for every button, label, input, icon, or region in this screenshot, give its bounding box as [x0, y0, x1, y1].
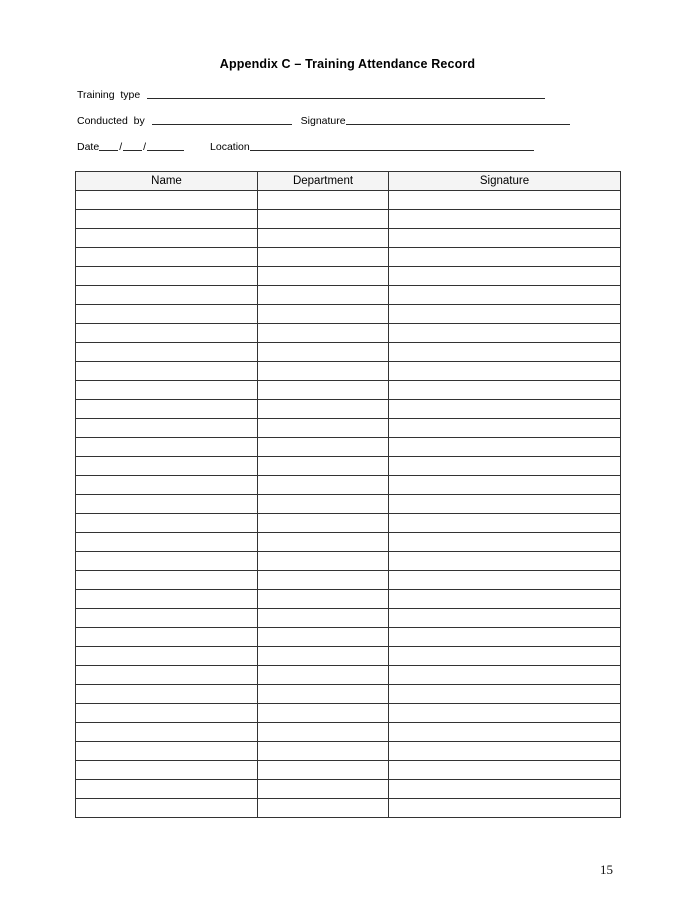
form-row-conducted-by: [77, 114, 577, 140]
table-cell-department[interactable]: [258, 286, 389, 305]
date-day-input[interactable]: [99, 140, 118, 151]
table-cell-department[interactable]: [258, 305, 389, 324]
table-cell-signature[interactable]: [389, 305, 621, 324]
table-cell-department[interactable]: [258, 438, 389, 457]
table-cell-department[interactable]: [258, 571, 389, 590]
training-type-label: Training type: [77, 89, 144, 101]
table-row: [76, 780, 621, 799]
table-row: [76, 381, 621, 400]
form-row-training-type: [77, 88, 577, 114]
form-fields: [77, 88, 577, 166]
table-row: [76, 419, 621, 438]
table-row: [76, 457, 621, 476]
table-row: [76, 476, 621, 495]
table-cell-name[interactable]: [76, 514, 258, 533]
table-cell-signature[interactable]: [389, 286, 621, 305]
table-cell-signature[interactable]: [389, 476, 621, 495]
table-cell-signature[interactable]: [389, 628, 621, 647]
table-cell-signature[interactable]: [389, 229, 621, 248]
table-cell-signature[interactable]: [389, 343, 621, 362]
table-cell-signature[interactable]: [389, 248, 621, 267]
table-cell-name[interactable]: [76, 191, 258, 210]
table-cell-name[interactable]: [76, 780, 258, 799]
page-number: 15: [600, 862, 613, 877]
date-year-input[interactable]: [147, 140, 184, 151]
table-cell-name[interactable]: [76, 666, 258, 685]
table-cell-signature[interactable]: [389, 362, 621, 381]
table-cell-name[interactable]: [76, 552, 258, 571]
table-cell-name[interactable]: [76, 229, 258, 248]
table-cell-name[interactable]: [76, 324, 258, 343]
table-row: [76, 362, 621, 381]
table-cell-name[interactable]: [76, 799, 258, 818]
page-title: Appendix C – Training Attendance Record: [219, 57, 476, 71]
table-row: [76, 533, 621, 552]
table-cell-department[interactable]: [258, 609, 389, 628]
column-header-name: Name: [76, 172, 258, 191]
table-row: [76, 571, 621, 590]
table-cell-name[interactable]: [76, 438, 258, 457]
table-row: [76, 210, 621, 229]
table-row: [76, 742, 621, 761]
table-cell-department[interactable]: [258, 552, 389, 571]
table-cell-department[interactable]: [258, 362, 389, 381]
table-cell-name[interactable]: [76, 362, 258, 381]
table-cell-department[interactable]: [258, 400, 389, 419]
table-cell-department[interactable]: [258, 248, 389, 267]
column-header-signature: Signature: [389, 172, 621, 191]
table-cell-department[interactable]: [258, 704, 389, 723]
table-cell-name[interactable]: [76, 381, 258, 400]
table-body: [76, 191, 621, 818]
table-cell-department[interactable]: [258, 761, 389, 780]
table-cell-name[interactable]: [76, 267, 258, 286]
date-separator-1: /: [119, 141, 123, 153]
form-row-date-location: [77, 140, 577, 166]
table-cell-name[interactable]: [76, 286, 258, 305]
table-cell-department[interactable]: [258, 685, 389, 704]
table-cell-name[interactable]: [76, 628, 258, 647]
table-cell-name[interactable]: [76, 305, 258, 324]
column-header-department: Department: [258, 172, 389, 191]
table-cell-name[interactable]: [76, 761, 258, 780]
table-cell-signature[interactable]: [389, 400, 621, 419]
conducted-by-input[interactable]: [152, 114, 292, 125]
table-row: [76, 229, 621, 248]
table-cell-department[interactable]: [258, 780, 389, 799]
location-input[interactable]: [250, 140, 534, 151]
table-cell-department[interactable]: [258, 495, 389, 514]
table-cell-department[interactable]: [258, 723, 389, 742]
table-cell-signature[interactable]: [389, 590, 621, 609]
table-cell-department[interactable]: [258, 267, 389, 286]
table-row: [76, 799, 621, 818]
table-cell-department[interactable]: [258, 533, 389, 552]
table-cell-name[interactable]: [76, 685, 258, 704]
table-cell-name[interactable]: [76, 343, 258, 362]
table-cell-department[interactable]: [258, 742, 389, 761]
table-cell-department[interactable]: [258, 324, 389, 343]
table-cell-signature[interactable]: [389, 514, 621, 533]
table-cell-name[interactable]: [76, 419, 258, 438]
table-row: [76, 647, 621, 666]
table-cell-signature[interactable]: [389, 742, 621, 761]
table-cell-name[interactable]: [76, 590, 258, 609]
table-row: [76, 191, 621, 210]
table-cell-department[interactable]: [258, 419, 389, 438]
table-cell-name[interactable]: [76, 723, 258, 742]
table-row: [76, 343, 621, 362]
table-cell-department[interactable]: [258, 590, 389, 609]
table-cell-signature[interactable]: [389, 457, 621, 476]
table-cell-department[interactable]: [258, 210, 389, 229]
table-cell-department[interactable]: [258, 191, 389, 210]
table-header-row: [76, 172, 621, 191]
table-cell-signature[interactable]: [389, 552, 621, 571]
conducted-by-label: Conducted by: [77, 115, 148, 127]
table-cell-name[interactable]: [76, 647, 258, 666]
table-row: [76, 400, 621, 419]
table-row: [76, 514, 621, 533]
table-row: [76, 723, 621, 742]
table-cell-name[interactable]: [76, 210, 258, 229]
table-cell-department[interactable]: [258, 514, 389, 533]
table-row: [76, 590, 621, 609]
attendance-table: [75, 171, 621, 818]
date-separator-2: /: [143, 141, 147, 153]
table-header: [76, 172, 621, 191]
table-cell-signature[interactable]: [389, 761, 621, 780]
table-row: [76, 495, 621, 514]
table-cell-department[interactable]: [258, 476, 389, 495]
table-cell-signature[interactable]: [389, 533, 621, 552]
table-row: [76, 628, 621, 647]
table-cell-department[interactable]: [258, 381, 389, 400]
table-cell-name[interactable]: [76, 476, 258, 495]
table-row: [76, 685, 621, 704]
table-row: [76, 286, 621, 305]
table-cell-department[interactable]: [258, 457, 389, 476]
table-cell-signature[interactable]: [389, 381, 621, 400]
signature-label: Signature: [300, 115, 346, 127]
table-cell-department[interactable]: [258, 647, 389, 666]
table-row: [76, 552, 621, 571]
table-cell-department[interactable]: [258, 628, 389, 647]
table-row: [76, 305, 621, 324]
training-type-input[interactable]: [147, 88, 545, 99]
table-row: [76, 609, 621, 628]
table-cell-signature[interactable]: [389, 799, 621, 818]
table-cell-signature[interactable]: [389, 647, 621, 666]
table-row: [76, 267, 621, 286]
location-label: Location: [210, 141, 250, 153]
table-cell-name[interactable]: [76, 495, 258, 514]
table-cell-name[interactable]: [76, 742, 258, 761]
table-cell-signature[interactable]: [389, 704, 621, 723]
table-cell-name[interactable]: [76, 571, 258, 590]
table-cell-name[interactable]: [76, 609, 258, 628]
table-row: [76, 324, 621, 343]
table-cell-department[interactable]: [258, 343, 389, 362]
table-cell-signature[interactable]: [389, 609, 621, 628]
table-cell-signature[interactable]: [389, 571, 621, 590]
table-cell-signature[interactable]: [389, 267, 621, 286]
table-cell-signature[interactable]: [389, 495, 621, 514]
table-cell-department[interactable]: [258, 229, 389, 248]
table-cell-signature[interactable]: [389, 210, 621, 229]
table-cell-signature[interactable]: [389, 685, 621, 704]
table-cell-signature[interactable]: [389, 324, 621, 343]
table-row: [76, 666, 621, 685]
table-cell-signature[interactable]: [389, 666, 621, 685]
date-month-input[interactable]: [123, 140, 142, 151]
table-cell-name[interactable]: [76, 400, 258, 419]
table-cell-name[interactable]: [76, 457, 258, 476]
table-cell-signature[interactable]: [389, 438, 621, 457]
table-row: [76, 761, 621, 780]
table-cell-signature[interactable]: [389, 191, 621, 210]
table-cell-department[interactable]: [258, 666, 389, 685]
table-cell-department[interactable]: [258, 799, 389, 818]
table-cell-name[interactable]: [76, 248, 258, 267]
table-row: [76, 248, 621, 267]
table-cell-name[interactable]: [76, 704, 258, 723]
table-cell-name[interactable]: [76, 533, 258, 552]
signature-input[interactable]: [346, 114, 570, 125]
table-row: [76, 438, 621, 457]
table-cell-signature[interactable]: [389, 419, 621, 438]
date-label: Date: [77, 141, 100, 153]
table-row: [76, 704, 621, 723]
table-cell-signature[interactable]: [389, 723, 621, 742]
table-cell-signature[interactable]: [389, 780, 621, 799]
